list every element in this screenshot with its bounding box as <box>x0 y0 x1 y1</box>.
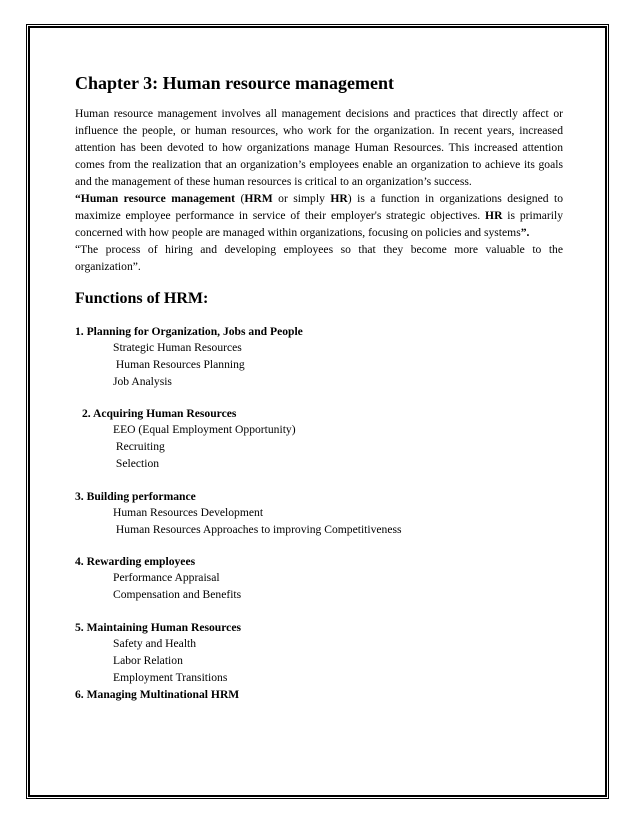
definition-hr-2: HR <box>485 209 503 222</box>
chapter-title: Chapter 3: Human resource management <box>75 73 394 93</box>
function-item <box>75 522 563 539</box>
function-item-text: Human Resources Approaches to improving Competitiveness <box>115 522 402 536</box>
definition-open: “Human resource management <box>75 192 235 205</box>
function-item: EEO (Equal Employment Opportunity) <box>113 423 296 437</box>
function-item: Safety and Health <box>113 636 197 650</box>
intro-paragraph: Human resource management involves all management decisions and practices that directly affect or influence the people, or human resources, who work for the organization. In recent years, increased attention has been devoted to how organizations manage Human Resources. This increased attention comes from the realization that an organization’s employees enable an organization to achieve its goals and the management of these human resources is critical to an organization’s success. <box>75 107 563 188</box>
function-item-text: Selection <box>115 456 160 470</box>
function-section <box>75 686 563 703</box>
function-section <box>75 405 563 472</box>
definition-hrm: HRM <box>244 192 273 205</box>
definition-close: ”. <box>520 226 530 239</box>
function-item: Compensation and Benefits <box>113 588 242 602</box>
quote-paragraph: “The process of hiring and developing employees so that they become more valuable to the organization”. <box>75 243 563 273</box>
document-content <box>75 72 563 718</box>
function-title: 5. Maintaining Human Resources <box>75 620 241 634</box>
function-item: Strategic Human Resources <box>113 341 242 354</box>
function-item <box>75 439 563 456</box>
function-item <box>75 456 563 473</box>
function-section <box>75 619 563 686</box>
function-item-text: Recruiting <box>115 440 165 454</box>
function-section <box>75 323 563 390</box>
function-item <box>75 357 563 374</box>
definition-hr: HR <box>330 192 348 205</box>
function-item: Labor Relation <box>113 653 183 667</box>
function-title: 2. Acquiring Human Resources <box>82 407 237 421</box>
function-title: 1. Planning for Organization, Jobs and People <box>75 325 303 338</box>
definition-text-2: or simply <box>272 192 331 205</box>
function-title: 3. Building performance <box>75 489 196 503</box>
function-section <box>75 553 563 604</box>
definition-text-4: is primarily concerned with how people are managed within organizations, focusing on policies and systems <box>75 209 563 239</box>
definition-text-3: ) is a function in organizations designed to maximize employee performance in service of their employer's strategic objectives. <box>75 192 564 222</box>
functions-heading: Functions of HRM: <box>75 290 209 307</box>
function-item: Job Analysis <box>113 374 172 388</box>
definition-paragraph <box>75 190 563 241</box>
function-title: 6. Managing Multinational HRM <box>75 688 240 702</box>
function-item: Employment Transitions <box>113 670 228 684</box>
function-title: 4. Rewarding employees <box>75 555 196 569</box>
function-section <box>75 488 563 539</box>
function-item: Human Resources Development <box>113 505 264 519</box>
definition-text-1: ( <box>234 192 245 205</box>
function-item: Performance Appraisal <box>113 571 220 585</box>
function-item-text: Human Resources Planning <box>115 357 245 371</box>
